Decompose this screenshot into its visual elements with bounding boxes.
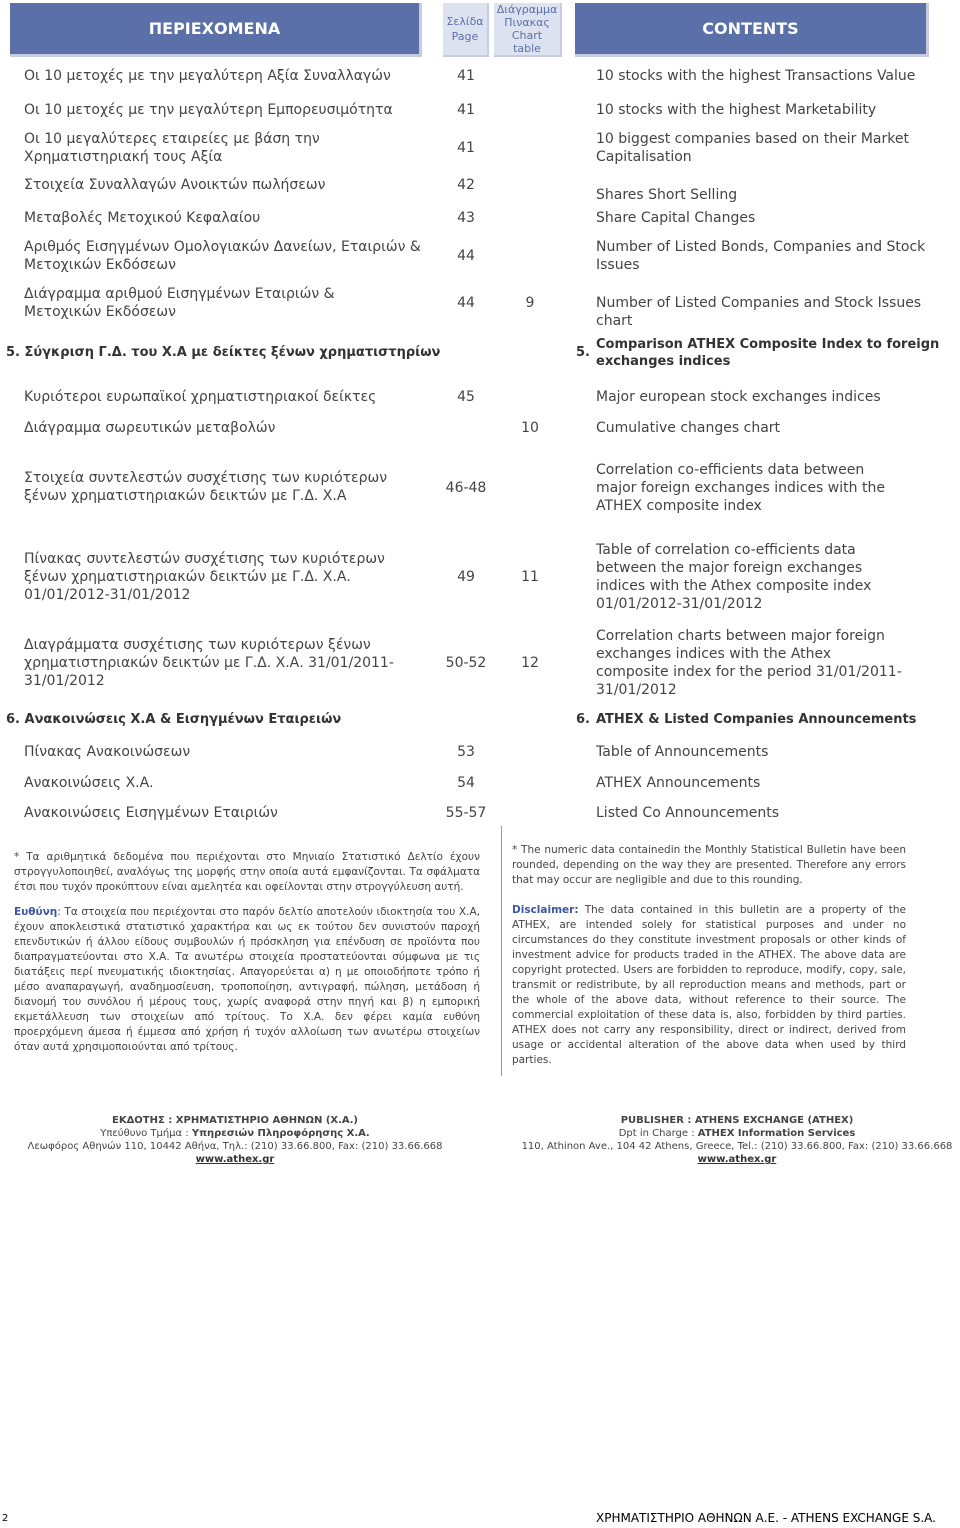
publisher-greek-title: ΕΚΔΟΤΗΣ : ΧΡΗΜΑΤΙΣΤΗΡΙΟ ΑΘΗΝΩΝ (Χ.Α.)	[111, 1115, 358, 1126]
toc-page: 45	[457, 389, 475, 405]
toc-page: 44	[457, 295, 475, 311]
toc-greek-title: Πίνακας Ανακοινώσεων	[24, 744, 191, 760]
toc-english-title: Share Capital Changes	[596, 210, 756, 226]
toc-greek-title: Οι 10 μεγαλύτερες εταιρείες με βάση την Χρηματιστηριακή τους Αξία	[24, 131, 320, 165]
publisher-english-dept: ATHEX Information Services	[697, 1128, 856, 1139]
toc-page: 54	[457, 775, 475, 791]
toc-greek-title: Διάγραμμα σωρευτικών μεταβολών	[24, 420, 276, 436]
section-5-english-heading: Comparison ATHEX Composite Index to foreign exchanges indices	[596, 337, 940, 369]
toc-english-title: Correlation charts between major foreign exchanges indices with the Athex composite index for the period 31/01/2011-31/01/2012	[596, 628, 902, 698]
english-rounding-note: * The numeric data containedin the Monthly Statistical Bulletin have been rounded, depending on the way they are presented. Therefore any errors that may occur are negligible and due to this rounding.	[512, 844, 906, 886]
toc-chart: 11	[521, 569, 539, 585]
toc-page: 49	[457, 569, 475, 585]
toc-greek-title: Διαγράμματα συσχέτισης των κυριότερων ξένων χρηματιστηριακών δεικτών με Γ.Δ. Χ.Α. 31/01/2011-31/01/2012	[24, 637, 394, 689]
publisher-greek-dept-label: Υπεύθυνο Τμήμα :	[100, 1128, 192, 1139]
publisher-greek	[0, 1114, 470, 1166]
toc-english-title: Number of Listed Bonds, Companies and Stock Issues	[596, 239, 926, 273]
toc-greek-title: Ανακοινώσεις Χ.Α.	[24, 775, 154, 791]
greek-notes	[14, 850, 480, 1055]
greek-disclaimer-text: : Τα στοιχεία που περιέχονται στο παρόν δελτίο αποτελούν ιδιοκτησία του Χ.Α, έχουν αποκλειστικά στατιστικό χαρακτήρα και ως εκ τούτου δεν συνιστούν παροχή επενδυτικών ή άλλου είδους συμβουλών ή πρόσκληση για επένδυση σε προϊόντα που διαπραγματεύονται στο Χ.Α. Τα ανωτέρω στοιχεία προστατεύονται σύμφωνα με τις διατάξεις περί πνευματικής ιδιοκτησίας. Απαγορεύεται α) η με οποιοδήποτε τρόπο ή μέσο αναπαραγωγή, αναδημοσίευση, τροποποίηση, αντιγραφή, πώληση, μετάδοση ή διανομή του συνόλου ή μέρους τους, χωρίς αναφορά στην πηγή και β) η εμπορική εκμετάλλευση των στοιχείων από τρίτους. Το Χ.Α. δεν φέρει καμία ευθύνη προερχόμενη άμεσα ή έμμεσα από χρήση ή τυχόν αλλοίωση των ανωτέρω στοιχείων όταν αυτά χρησιμοποιούνται από τρίτους.	[14, 906, 480, 1053]
toc-english-title: Listed Co Announcements	[596, 805, 780, 821]
chart-col-label-4: table	[513, 42, 541, 55]
english-disclaimer	[512, 903, 906, 1068]
toc-page: 55-57	[445, 805, 487, 821]
section-5-number: 5.	[576, 345, 590, 360]
publisher-greek-address: Λεωφόρος Αθηνών 110, 10442 Αθήνα, Τηλ.: (210) 33.66.800, Fax: (210) 33.66.668	[27, 1141, 443, 1152]
section-5-greek-heading: 5. Σύγκριση Γ.Δ. του Χ.Α με δείκτες ξένων χρηματιστηρίων	[6, 345, 441, 360]
toc-english-title: 10 stocks with the highest Transactions Value	[596, 68, 916, 84]
toc-page: 42	[457, 177, 475, 193]
publisher-greek-website-link[interactable]: www.athex.gr	[195, 1154, 275, 1165]
toc-greek-title: Πίνακας συντελεστών συσχέτισης των κυριότερων ξένων χρηματιστηριακών δεικτών με Γ.Δ. Χ.Α. 01/01/2012-31/01/2012	[24, 551, 385, 603]
greek-rounding-note: * Τα αριθμητικά δεδομένα που περιέχονται στο Μηνιαίο Στατιστικό Δελτίο έχουν στρογγυλοποιηθεί, αναλόγως της μορφής στην οποία αυτά εμφανίζονται. Τα σφάλματα έτσι που τυχόν προκύπτουν είναι αμελητέα και οφείλονται στην στρογγύλευση αυτή.	[14, 851, 480, 893]
page-col-label-gr: Σελίδα	[446, 15, 484, 28]
toc-english-title: Major european stock exchanges indices	[596, 389, 881, 405]
toc-page: 41	[457, 140, 475, 156]
toc-greek-title: Στοιχεία Συναλλαγών Ανοικτών πωλήσεων	[24, 177, 326, 193]
section-6-greek-heading: 6. Ανακοινώσεις Χ.Α & Εισηγμένων Εταιρειών	[6, 712, 342, 727]
notes-divider	[501, 826, 502, 1076]
toc-page: 41	[457, 102, 475, 118]
greek-contents-title: ΠΕΡΙΕΧΟΜΕΝΑ	[148, 19, 281, 38]
toc-page: 53	[457, 744, 475, 760]
toc-greek-title: Ανακοινώσεις Εισηγμένων Εταιριών	[24, 805, 278, 821]
publisher-greek-dept: Υπηρεσιών Πληροφόρησης Χ.Α.	[191, 1128, 370, 1139]
page-number: 2	[2, 1513, 9, 1524]
toc-english-title: 10 stocks with the highest Marketability	[596, 102, 877, 118]
toc-page: 43	[457, 210, 475, 226]
publisher-english-website-link[interactable]: www.athex.gr	[697, 1154, 777, 1165]
publisher-english	[502, 1114, 960, 1166]
english-notes	[512, 843, 906, 1068]
greek-disclaimer	[14, 905, 480, 1055]
toc-page: 44	[457, 248, 475, 264]
toc-greek-title: Στοιχεία συντελεστών συσχέτισης των κυριότερων ξένων χρηματιστηριακών δεικτών με Γ.Δ. Χ.Α	[24, 470, 388, 504]
section-6-number: 6.	[576, 712, 590, 727]
toc-greek-title: Μεταβολές Μετοχικού Κεφαλαίου	[24, 210, 261, 226]
toc-english-title: Table of correlation co-efficients data between the major foreign exchanges indices with the Athex composite index 01/01/2012-31/01/2012	[596, 542, 872, 612]
greek-contents-header	[10, 3, 422, 57]
english-disclaimer-label: Disclaimer:	[512, 904, 579, 916]
toc-page: 41	[457, 68, 475, 84]
toc-english-title: Cumulative changes chart	[596, 420, 781, 436]
toc-greek-title: Διάγραμμα αριθμού Εισηγμένων Εταιριών & Μετοχικών Εκδόσεων	[24, 286, 335, 320]
toc-english-title: 10 biggest companies based on their Market Capitalisation	[596, 131, 909, 165]
toc-page: 46-48	[445, 480, 487, 496]
chart-column-header	[494, 3, 562, 57]
toc-english-title: Shares Short Selling	[596, 187, 738, 203]
toc-greek-title: Αριθμός Εισηγμένων Ομολογιακών Δανείων, Εταιριών & Μετοχικών Εκδόσεων	[24, 239, 421, 273]
toc-page: 50-52	[445, 655, 487, 671]
toc-greek-title: Κυριότεροι ευρωπαϊκοί χρηματιστηριακοί δείκτες	[24, 389, 377, 405]
english-contents-title: CONTENTS	[702, 19, 799, 38]
page-col-label-en: Page	[451, 30, 479, 43]
toc-greek-title: Οι 10 μετοχές με την μεγαλύτερη Αξία Συναλλαγών	[24, 68, 391, 84]
page-column-header	[443, 3, 489, 57]
publisher-english-title: PUBLISHER : ATHENS EXCHANGE (ATHEX)	[620, 1115, 854, 1126]
section-6-english-heading: ATHEX & Listed Companies Announcements	[596, 712, 917, 727]
chart-col-label-1: Διάγραμμα	[496, 3, 558, 16]
toc-chart: 10	[521, 420, 539, 436]
english-disclaimer-text: The data contained in this bulletin are a property of the ATHEX, are intended solely for statistical purposes and under no circumstances do they constitute investment proposals or other kinds of investment advice for products traded in the ATHEX. The above data are copyright protected. Users are forbidden to reproduce, modify, copy, sale, transmit or redistribute, by all reproduction means and methods, part or the whole of the above data, without reference to their source. The commercial exploitation of these data is, also, forbidden by third parties. ATHEX does not carry any responsibility, direct or indirect, derived from usage or accidental alteration of the above data when used by third parties.	[512, 904, 906, 1066]
toc-english-title: ATHEX Announcements	[596, 775, 761, 791]
publisher-english-dept-label: Dpt in Charge :	[618, 1128, 698, 1139]
toc-english-title: Number of Listed Companies and Stock Issues chart	[596, 295, 922, 329]
toc-english-title: Table of Announcements	[596, 744, 769, 760]
toc-english-title: Correlation co-efficients data between major foreign exchanges indices with the ATHEX composite index	[596, 462, 885, 514]
chart-col-label-3: Chart	[511, 29, 543, 42]
chart-col-label-2: Πινακας	[504, 16, 550, 29]
publisher-english-address: 110, Athinon Ave., 104 42 Athens, Greece, Tel.: (210) 33.66.800, Fax: (210) 33.66.668	[521, 1141, 953, 1152]
toc-chart: 12	[521, 655, 539, 671]
english-contents-header	[575, 3, 929, 57]
greek-disclaimer-label: Ευθύνη	[14, 906, 58, 918]
toc-greek-title: Οι 10 μετοχές με την μεγαλύτερη Εμπορευσιμότητα	[24, 102, 393, 118]
toc-chart: 9	[525, 295, 535, 311]
footer-text: ΧΡΗΜΑΤΙΣΤΗΡΙΟ ΑΘΗΝΩΝ Α.Ε. - ATHENS EXCHANGE S.A.	[596, 1511, 936, 1525]
